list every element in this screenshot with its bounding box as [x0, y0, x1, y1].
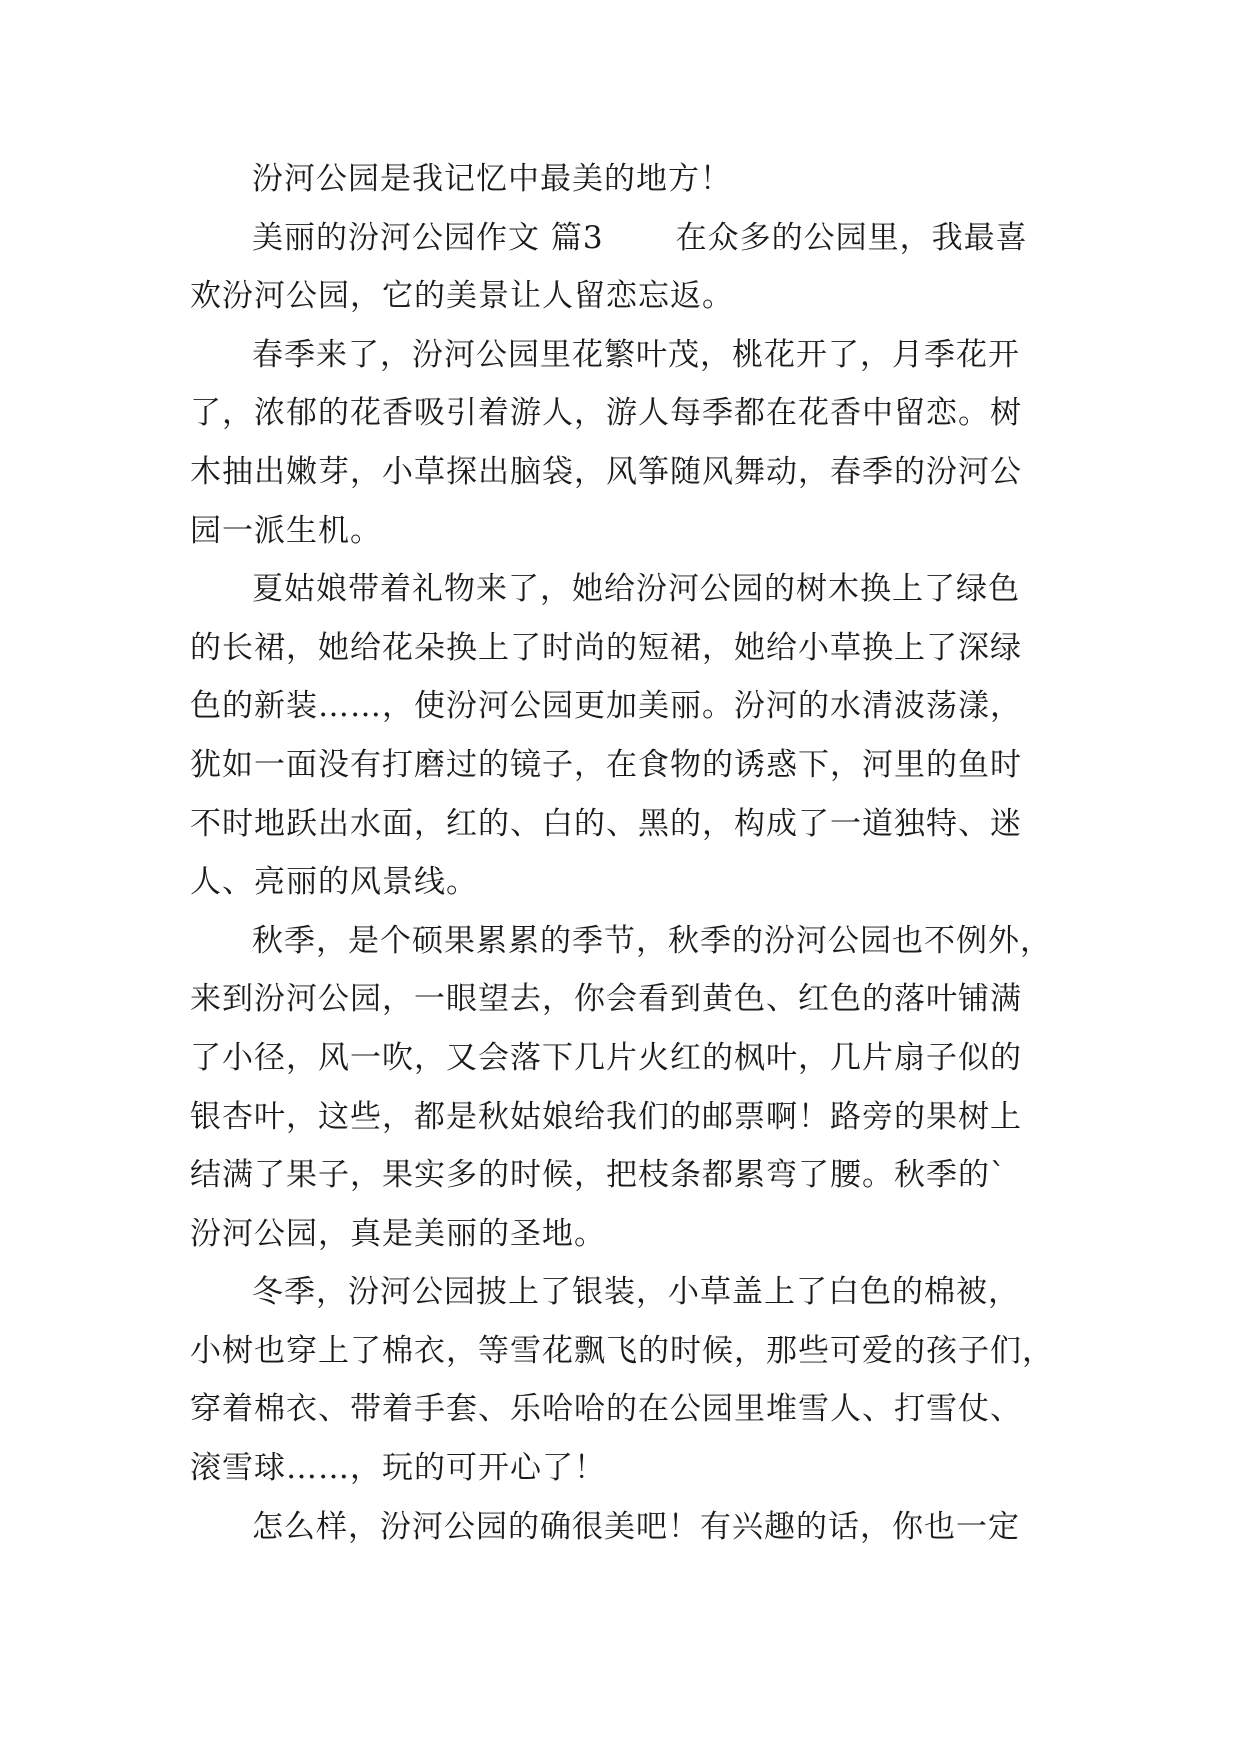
text-line: 汾河公园，真是美丽的圣地。	[190, 1215, 606, 1252]
essay-section-title: 美丽的汾河公园作文 篇3	[252, 219, 604, 256]
paragraph-3	[190, 326, 1060, 560]
text-line: 冬季，汾河公园披上了银装，小草盖上了白色的棉被，	[252, 1274, 1020, 1311]
text-line: 来到汾河公园，一眼望去，你会看到黄色、红色的落叶铺满	[190, 981, 1022, 1018]
text-line: 银杏叶，这些，都是秋姑娘给我们的邮票啊！路旁的果树上	[190, 1098, 1022, 1135]
text-line: 了小径，风一吹，又会落下几片火红的枫叶，几片扇子似的	[190, 1039, 1022, 1076]
text-line: 怎么样，汾河公园的确很美吧！有兴趣的话，你也一定	[252, 1508, 1020, 1545]
text-line: 穿着棉衣、带着手套、乐哈哈的在公园里堆雪人、打雪仗、	[190, 1391, 1022, 1428]
paragraph-7	[190, 1498, 1060, 1557]
text-line: 色的新装……，使汾河公园更加美丽。汾河的水清波荡漾，	[190, 688, 1022, 725]
text-line: 的长裙，她给花朵换上了时尚的短裙，她给小草换上了深绿	[190, 629, 1022, 666]
text-line: 木抽出嫩芽，小草探出脑袋，风筝随风舞动，春季的汾河公	[190, 453, 1022, 490]
paragraph-4	[190, 560, 1060, 912]
text-line: 小树也穿上了棉衣，等雪花飘飞的时候，那些可爱的孩子们，	[190, 1332, 1054, 1369]
text-line: 春季来了，汾河公园里花繁叶茂，桃花开了，月季花开	[252, 336, 1020, 373]
text-line: 不时地跃出水面，红的、白的、黑的，构成了一道独特、迷	[190, 805, 1022, 842]
text-line: 夏姑娘带着礼物来了，她给汾河公园的树木换上了绿色	[252, 571, 1020, 608]
paragraph-1	[190, 150, 1060, 209]
text-line: 欢汾河公园，它的美景让人留恋忘返。	[190, 278, 734, 315]
text-line: 了，浓郁的花香吸引着游人，游人每季都在花香中留恋。树	[190, 395, 1022, 432]
paragraph-2	[190, 209, 1060, 326]
text-line: 结满了果子，果实多的时候，把枝条都累弯了腰。秋季的`	[190, 1157, 1007, 1194]
text-line: 滚雪球……，玩的可开心了！	[190, 1450, 606, 1487]
text-line: 汾河公园是我记忆中最美的地方！	[252, 161, 732, 197]
text-fragment: 在众多的公园里，我最喜	[675, 219, 1028, 256]
paragraph-5	[190, 912, 1060, 1264]
essay-body	[190, 150, 1060, 1556]
text-line: 秋季，是个硕果累累的季节，秋季的汾河公园也不例外，	[252, 922, 1052, 959]
paragraph-6	[190, 1263, 1060, 1497]
text-line: 犹如一面没有打磨过的镜子，在食物的诱惑下，河里的鱼时	[190, 746, 1022, 783]
text-line: 园一派生机。	[190, 512, 382, 549]
text-line: 人、亮丽的风景线。	[190, 864, 478, 901]
text-line	[190, 209, 1060, 268]
